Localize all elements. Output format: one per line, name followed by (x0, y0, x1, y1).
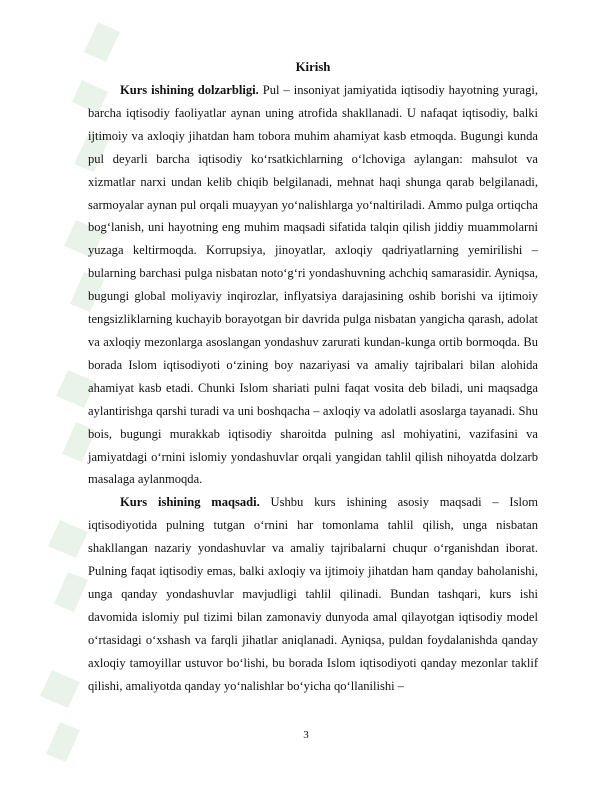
section-goal-text: Ushbu kurs ishining asosiy maqsadi – Islom iqtisodiyotida pulning tutgan o‘rnini har tomonlama tahlil qilish, unga nisbatan shakllangan nazariy yondashuvlar va amaliy tajribalarni chuqur o‘rganishdan iborat. Pulning faqat iqtisodiy emas, balki axloqiy va ijtimoiy jihatdan ham qanday baholanishi, unga qanday yondashuvlar mavjudligi tahlil qilinadi. Bundan tashqari, kurs ishi davomida islomiy pul tizimi bilan zamonaviy dunyoda amal qilayotgan iqtisodiy model o‘rtasidagi o‘xshash va farqli jihatlar aniqlanadi. Ayniqsa, puldan foydalanishda qanday axloqiy tamoyillar ustuvor bo‘lishi, bu borada Islom iqtisodiyoti qanday mezonlar taklif qilishi, amaliyotda qanday yo‘nalishlar bo‘yicha qo‘llanilishi – (88, 495, 538, 693)
page-number: 3 (303, 729, 309, 741)
page-content (88, 58, 538, 697)
page-title: Kirish (295, 60, 331, 74)
section-goal-paragraph (88, 491, 538, 697)
section-relevance-heading: Kurs ishining dolzarbligi. (120, 83, 259, 97)
section-relevance-paragraph (88, 79, 538, 491)
section-goal-heading: Kurs ishining maqsadi. (120, 495, 260, 510)
section-relevance-text: Pul – insoniyat jamiyatida iqtisodiy hayotning yuragi, barcha iqtisodiy faoliyatlar aynan uning atrofida shakllanadi. U nafaqat iqtisodiy, balki ijtimoiy va axloqiy jihatdan ham tobora muhim ahamiyat kasb etmoqda. Bugungi kunda pul deyarli barcha iqtisodiy ko‘rsatkichlarning o‘lchoviga aylangan: mahsulot va xizmatlar narxi undan kelib chiqib belgilanadi, mehnat haqi shunga qarab belgilanadi, sarmoyalar aynan pul orqali muayyan yo‘nalishlarga yo‘naltiriladi. Ammo pulga ortiqcha bog‘lanish, uni hayotning eng muhim maqsadi sifatida talqin qilish jiddiy muammolarni yuzaga keltirmoqda. Korrupsiya, jinoyatlar, axloqiy qadriyatlarning yemirilishi – bularning barchasi pulga nisbatan noto‘g‘ri yondashuvning achchiq samarasidir. Ayniqsa, bugungi global moliyaviy inqirozlar, inflyatsiya darajasining oshib borishi va ijtimoiy tengsizliklarning kuchayib borayotgan bir davrida pulga nisbatan yangicha qarash, adolat va axloqiy mezonlarga asoslangan yondashuv zarurati kundan-kunga ortib bormoqda. Bu borada Islom iqtisodiyoti o‘zining boy nazariyasi va amaliy tajribalari bilan alohida ahamiyat kasb etadi. Chunki Islom shariati pulni faqat vosita deb biladi, uni maqsadga aylantirishga qarshi turadi va uni boshqacha – axloqiy va adolatli asoslarga tayanadi. Shu bois, bugungi murakkab iqtisodiy sharoitda pulning asl mohiyatini, vazifasini va jamiyatdagi o‘rnini islomiy yondashuvlar orqali yangidan tahlil qilish nihoyatda dolzarb masalaga aylanmoqda. (88, 83, 538, 487)
